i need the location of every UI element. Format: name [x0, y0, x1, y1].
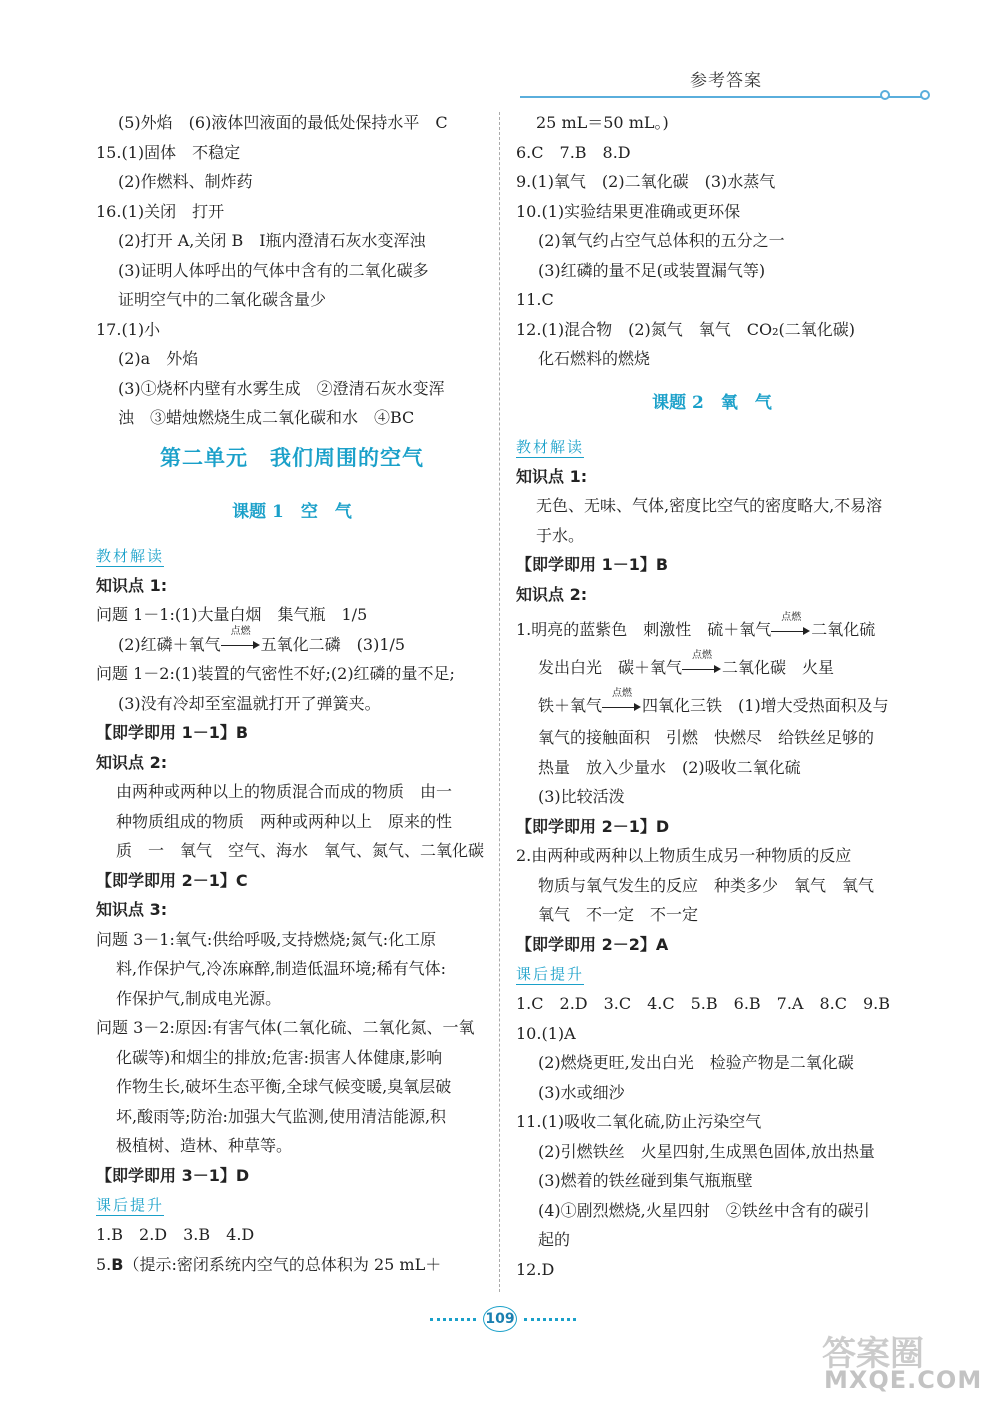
reaction-arrow-icon: [221, 626, 261, 652]
answer-line: 化石燃料的燃烧: [538, 349, 651, 368]
practice-answer: 【即学即用 1－1】B: [96, 723, 249, 742]
answer-line: 作物生长,破坏生态平衡,全球气候变暖,臭氧层破: [116, 1077, 452, 1096]
answer-line: 氧气的接触面积 引燃 快燃尽 给铁丝足够的: [538, 728, 875, 747]
answer-line: 于水。: [536, 525, 585, 545]
reaction-condition: 点燃: [230, 626, 251, 637]
footer-dots-left: [430, 1318, 476, 1324]
answer-line: (3)比较活泼: [538, 787, 625, 806]
answer-line: (2)燃烧更旺,发出白光 检验产物是二氧化碳: [538, 1053, 854, 1072]
answer-line: 问题 1－2:(1)装置的气密性不好;(2)红磷的量不足;: [96, 664, 455, 683]
answer-line: 问题 3－1:氧气:供给呼吸,支持燃烧;氮气:化工原: [96, 929, 437, 949]
header-rule: [520, 96, 924, 98]
answer-line: 浊 ③蜡烛燃烧生成二氧化碳和水 ④BC: [118, 408, 415, 427]
answer-line: 15.(1)固体 不稳定: [96, 142, 241, 162]
answer-line: 11.C: [516, 290, 554, 309]
answer-line: 坏,酸雨等;防治:加强大气监测,使用清洁能源,积: [116, 1106, 447, 1126]
answer-line: 16.(1)关闭 打开: [96, 201, 225, 221]
answer-line: (2)打开 A,关闭 B Ⅰ瓶内澄清石灰水变浑浊: [118, 231, 426, 250]
reaction-arrow-icon: 点燃: [682, 662, 722, 676]
answer-line: 起的: [538, 1230, 571, 1249]
section-tag: 教材解读: [516, 437, 585, 456]
practice-answer: 【即学即用 2－1】C: [96, 870, 248, 890]
answer-line: (3)燃着的铁丝碰到集气瓶瓶壁: [538, 1171, 753, 1190]
answer-line: 证明空气中的二氧化碳含量少: [118, 290, 327, 309]
answer-line: 9.(1)氧气 (2)二氧化碳 (3)水蒸气: [516, 172, 776, 191]
answer-line: 25 mL＝50 mL。): [536, 113, 669, 132]
answer-line: 10.(1)A: [516, 1023, 576, 1043]
left-column: [96, 108, 488, 1279]
reaction-line: 发出白光 碳＋氧气 点燃 二氧化碳 火星: [538, 649, 835, 677]
practice-answer: 【即学即用 2－2】A: [516, 934, 669, 954]
watermark-cn: 答案圈: [822, 1334, 924, 1374]
reaction-arrow-icon: 点燃: [771, 624, 811, 638]
knowledge-point-heading: 知识点 2:: [516, 584, 588, 604]
answer-line: (3)红磷的量不足(或装置漏气等): [538, 260, 766, 280]
section-tag: 教材解读: [96, 546, 165, 565]
answer-line: 热量 放入少量水 (2)吸收二氧化硫: [538, 757, 801, 777]
column-divider: [499, 112, 500, 1292]
section-tag: 课后提升: [516, 965, 585, 983]
answer-line: (2)氧气约占空气总体积的五分之一: [538, 231, 785, 250]
answer-line: 11.(1)吸收二氧化硫,防止污染空气: [516, 1112, 762, 1131]
answer-line: 作保护气,制成电光源。: [116, 988, 282, 1008]
reaction-arrow-icon: 点燃: [602, 700, 642, 714]
answer-line: 1.C 2.D 3.C 4.C 5.B 6.B 7.A 8.C 9.B: [516, 994, 891, 1013]
watermark-url: MXQE.COM: [824, 1366, 983, 1394]
answer-line: (5)外焰 (6)液体凹液面的最低处保持水平 C: [118, 113, 448, 132]
answer-line: (3)水或细沙: [538, 1082, 625, 1102]
answer-line: (3)①烧杯内壁有水雾生成 ②澄清石灰水变浑: [118, 378, 445, 398]
answer-line: 6.C 7.B 8.D: [516, 142, 631, 162]
answer-line: 由两种或两种以上的物质混合而成的物质 由一: [116, 782, 453, 801]
unit-title: 第二单元 我们周围的空气: [160, 445, 424, 470]
page-header-title: 参考答案: [690, 71, 762, 91]
watermark-logo: [822, 1326, 992, 1396]
answer-line: 化碳等)和烟尘的排放;危害:损害人体健康,影响: [116, 1047, 443, 1067]
practice-answer: 【即学即用 1－1】B: [516, 555, 669, 574]
footer-dots-right: [524, 1318, 576, 1324]
answer-line: 物质与氧气发生的反应 种类多少 氧气 氧气: [538, 875, 875, 895]
reaction-line: [96, 626, 488, 660]
answer-line: 氧气 不一定 不一定: [538, 905, 699, 924]
answer-line: 质 一 氧气 空气、海水 氧气、氮气、二氧化碳: [116, 841, 485, 860]
answer-line: (3)证明人体呼出的气体中含有的二氧化碳多: [118, 260, 429, 280]
answer-line: 12.(1)混合物 (2)氮气 氧气 CO₂(二氧化碳): [516, 319, 856, 339]
knowledge-point-heading: 知识点 3:: [96, 900, 168, 919]
lesson-title: 课题 1 空 气: [232, 501, 352, 522]
answer-line: 极植树、造林、种草等。: [116, 1136, 293, 1155]
answer-line: 5.B（提示:密闭系统内空气的总体积为 25 mL＋: [96, 1254, 442, 1274]
page-number: 109: [480, 1306, 520, 1332]
knowledge-point-heading: 知识点 1:: [96, 575, 168, 595]
header-dot-1: [880, 90, 890, 100]
answer-line: (4)①剧烈燃烧,火星四射 ②铁丝中含有的碳引: [538, 1200, 870, 1220]
answer-line: 问题 3－2:原因:有害气体(二氧化硫、二氧化氮、一氧: [96, 1018, 475, 1037]
practice-answer: 【即学即用 2－1】D: [516, 816, 670, 836]
answer-line: 10.(1)实验结果更准确或更环保: [516, 201, 741, 221]
answer-line: 17.(1)小: [96, 319, 161, 339]
answer-line: 2.由两种或两种以上物质生成另一种物质的反应: [516, 846, 852, 865]
answer-line: 问题 1－1:(1)大量白烟 集气瓶 1/5: [96, 605, 368, 624]
answer-line: 种物质组成的物质 两种或两种以上 原来的性: [116, 811, 453, 831]
header-dot-2: [920, 90, 930, 100]
knowledge-point-heading: 知识点 1:: [516, 466, 588, 486]
knowledge-point-heading: 知识点 2:: [96, 752, 168, 772]
answer-line: 1.B 2.D 3.B 4.D: [96, 1225, 255, 1244]
lesson-title: 课题 2 氧 气: [652, 392, 772, 413]
answer-line: (2)作燃料、制炸药: [118, 172, 253, 191]
section-tag: 课后提升: [96, 1196, 165, 1214]
reaction-products: 五氧化二磷 (3)1/5: [260, 634, 406, 654]
answer-line: (3)没有冷却至室温就打开了弹簧夹。: [118, 693, 381, 713]
answer-line: 料,作保护气,冷冻麻醉,制造低温环境;稀有气体:: [116, 959, 447, 978]
practice-answer: 【即学即用 3－1】D: [96, 1165, 250, 1185]
reaction-reactants: (2)红磷＋氧气: [118, 634, 221, 654]
reaction-line: 1.明亮的蓝紫色 刺激性 硫＋氧气 点燃 二氧化硫: [516, 611, 876, 639]
answer-line: (2)a 外焰: [118, 349, 199, 368]
reaction-line: 铁＋氧气 点燃 四氧化三铁 (1)增大受热面积及与: [538, 687, 889, 715]
answer-line: (2)引燃铁丝 火星四射,生成黑色固体,放出热量: [538, 1141, 875, 1161]
answer-line: 无色、无味、气体,密度比空气的密度略大,不易溶: [536, 496, 883, 515]
right-column: [516, 108, 908, 1284]
answer-line: 12.D: [516, 1259, 555, 1279]
